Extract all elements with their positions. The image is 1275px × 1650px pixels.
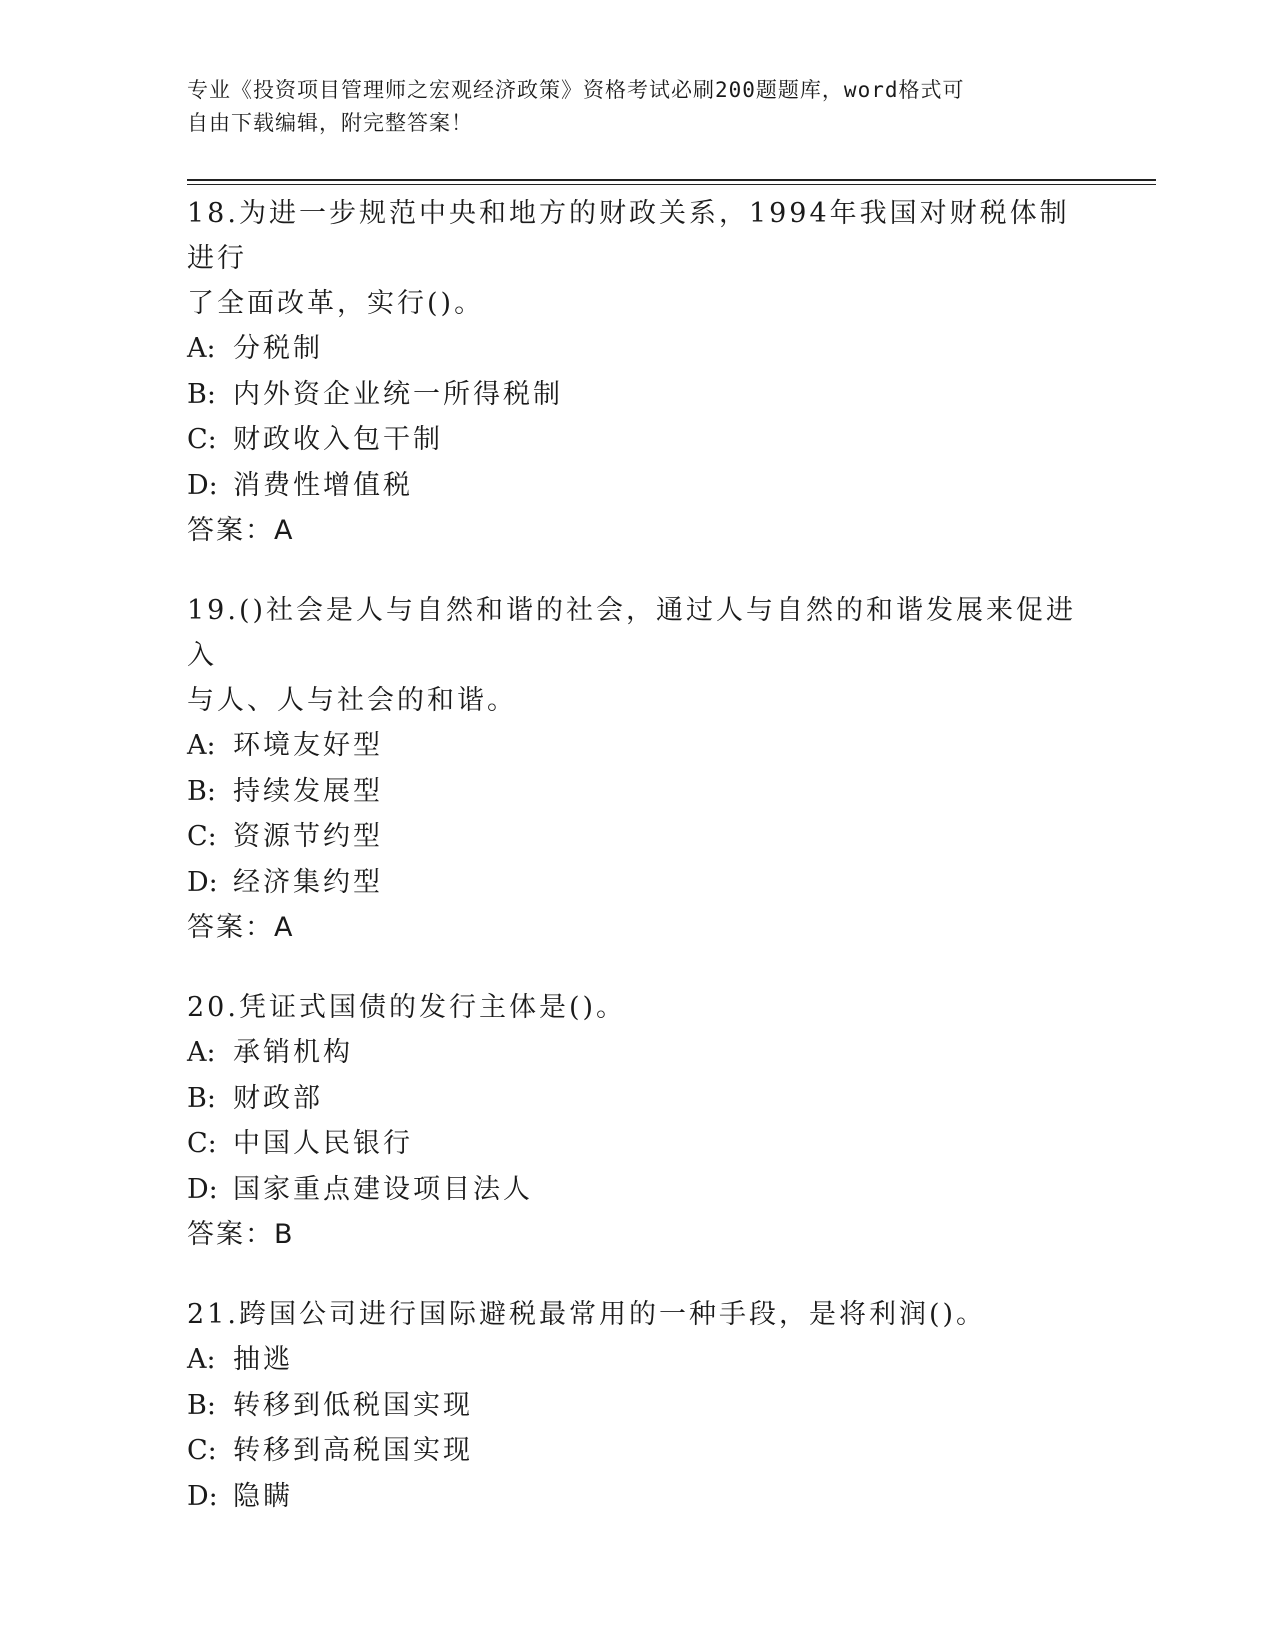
question-text: 18.为进一步规范中央和地方的财政关系，1994年我国对财税体制进行 xyxy=(187,198,1070,274)
option-c xyxy=(187,1121,1087,1167)
option-letter: A: xyxy=(187,1344,216,1375)
option-letter: C: xyxy=(187,821,217,852)
option-a xyxy=(187,1337,1087,1383)
option-b xyxy=(187,769,1087,815)
option-text: 消费性增值税 xyxy=(233,469,413,501)
option-text: 资源节约型 xyxy=(233,821,383,852)
option-a xyxy=(187,326,1087,372)
option-letter: B: xyxy=(187,1389,216,1421)
answer-line: 答案：B xyxy=(187,1219,295,1250)
answer-line: 答案：A xyxy=(187,515,295,546)
option-letter: C: xyxy=(187,1435,217,1466)
question-text: 19.()社会是人与自然和谐的社会，通过人与自然的和谐发展来促进入 xyxy=(187,595,1077,671)
option-letter: D: xyxy=(187,1173,218,1205)
question-text: 20.凭证式国债的发行主体是()。 xyxy=(187,992,627,1023)
option-d xyxy=(187,463,1087,509)
question-text-cont: 了全面改革，实行()。 xyxy=(187,288,485,319)
option-a xyxy=(187,1030,1087,1076)
option-d xyxy=(187,860,1087,906)
option-text: 中国人民银行 xyxy=(233,1128,413,1159)
option-letter: D: xyxy=(187,469,218,501)
option-text: 抽逃 xyxy=(233,1344,293,1375)
option-a xyxy=(187,723,1087,769)
option-text: 经济集约型 xyxy=(233,866,383,898)
option-text: 承销机构 xyxy=(233,1037,353,1068)
option-text: 转移到低税国实现 xyxy=(233,1389,473,1421)
option-letter: B: xyxy=(187,378,216,410)
option-text: 财政收入包干制 xyxy=(233,424,443,455)
option-letter: B: xyxy=(187,775,216,807)
option-text: 隐瞒 xyxy=(233,1480,293,1512)
option-letter: A: xyxy=(187,333,216,364)
option-letter: D: xyxy=(187,866,218,898)
option-c xyxy=(187,814,1087,860)
option-b xyxy=(187,1383,1087,1429)
option-letter: A: xyxy=(187,1037,216,1068)
option-d xyxy=(187,1474,1087,1520)
option-text: 环境友好型 xyxy=(233,730,383,761)
header-divider-thin xyxy=(187,184,1156,185)
question-21 xyxy=(187,1292,1087,1519)
question-20 xyxy=(187,985,1087,1258)
question-list xyxy=(187,191,1087,1553)
answer-line: 答案：A xyxy=(187,912,295,943)
question-19 xyxy=(187,588,1087,951)
option-letter: C: xyxy=(187,424,217,455)
header-line-2: 自由下载编辑，附完整答案！ xyxy=(187,111,473,135)
option-text: 分税制 xyxy=(233,333,323,364)
option-letter: D: xyxy=(187,1480,218,1512)
question-18 xyxy=(187,191,1087,554)
option-letter: B: xyxy=(187,1082,216,1114)
option-letter: A: xyxy=(187,730,216,761)
option-b xyxy=(187,372,1087,418)
header-divider xyxy=(187,179,1156,181)
option-b xyxy=(187,1076,1087,1122)
option-letter: C: xyxy=(187,1128,217,1159)
question-text: 21.跨国公司进行国际避税最常用的一种手段，是将利润()。 xyxy=(187,1299,987,1330)
option-d xyxy=(187,1167,1087,1213)
option-text: 财政部 xyxy=(233,1082,323,1114)
option-c xyxy=(187,417,1087,463)
header-line-1: 专业《投资项目管理师之宏观经济政策》资格考试必刷200题题库，word格式可 xyxy=(187,78,965,102)
option-text: 内外资企业统一所得税制 xyxy=(233,378,563,410)
option-c xyxy=(187,1428,1087,1474)
option-text: 持续发展型 xyxy=(233,775,383,807)
question-text-cont: 与人、人与社会的和谐。 xyxy=(187,685,517,716)
option-text: 国家重点建设项目法人 xyxy=(233,1173,533,1205)
document-header xyxy=(187,74,1067,140)
option-text: 转移到高税国实现 xyxy=(233,1435,473,1466)
